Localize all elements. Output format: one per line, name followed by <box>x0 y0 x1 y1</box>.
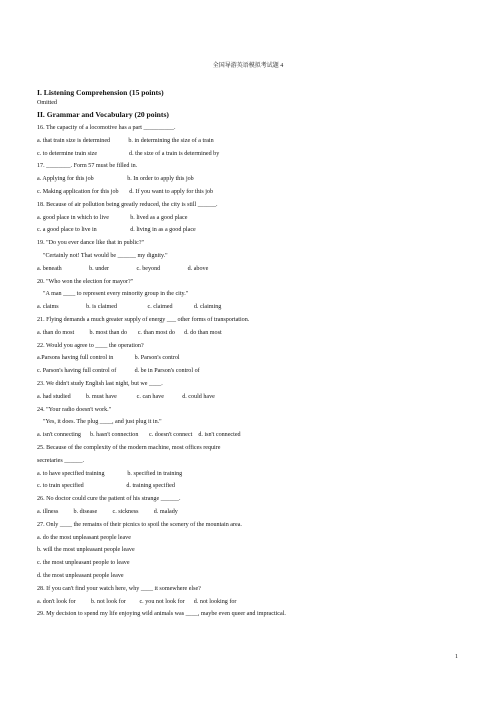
question-line: "Yes, it does. The plug ____, and just plug it in." <box>43 419 162 426</box>
question-line: c. Making application for this job d. If you want to apply for this job <box>37 189 214 195</box>
question-line: c. to train specified d. training specified <box>37 483 175 490</box>
question-line: a. Applying for this job b. In order to apply this job <box>37 176 194 183</box>
question-line: c. to determine train size d. the size of a train is determined by <box>37 150 220 157</box>
question-line: 20. "Who won the election for mayor?" <box>37 278 134 285</box>
question-line: 25. Because of the complexity of the modern machine, most offices require <box>37 445 221 451</box>
question-line: 27. Only ____ the remains of their picnics to spoil the scenery of the mountain area. <box>37 521 242 528</box>
question-line: a. that train size is determined b. in determining the size of a train <box>37 137 214 144</box>
question-line: a. illness b. disease c. sickness d. malady <box>37 509 178 515</box>
question-line: 24. "Your radio doesn't work." <box>37 406 112 413</box>
question-line: 23. We didn't study English last night, but we ____. <box>37 381 163 387</box>
section-1-heading: I. Listening Comprehension (15 points) <box>37 88 164 97</box>
question-line: c. Parson's having full control of d. be in Parson's control of <box>37 368 200 375</box>
question-line: 21. Flying demands a much greater supply of energy ___ other forms of transportation. <box>37 317 250 323</box>
question-line: a. don't look for b. not look for c. you not look for d. not looking for <box>37 598 237 605</box>
question-line: a. than do most b. most than do c. than most do d. do than most <box>37 329 222 336</box>
question-line: "A man ____ to represent every minority group in the city." <box>43 291 189 298</box>
question-line: secretaries ______. <box>37 457 85 464</box>
question-line: a. do the most unpleasant people leave <box>37 534 131 541</box>
question-line: a. beneath b. under c. beyond d. above <box>37 265 209 272</box>
question-line: 17. ________. Form 57 must be filled in. <box>37 163 138 170</box>
question-line: 22. Would you agree to ____ the operation? <box>37 342 144 349</box>
question-line: a.Parsons having full control in b. Parson's control <box>37 355 180 362</box>
question-line: b. will the most unpleasant people leave <box>37 547 135 554</box>
question-line: c. a good place to live in d. living in as a good place <box>37 227 196 234</box>
question-line: a. isn't connecting b. hasn't connection c. doesn't connect d. isn't connected <box>37 432 241 439</box>
section-2-heading: II. Grammar and Vocabulary (20 points) <box>37 110 169 119</box>
question-line: a. claims b. is claimed c. claimed d. claiming <box>37 304 222 311</box>
question-line: a. good place in which to live b. lived as a good place <box>37 214 188 221</box>
question-line: "Certainly not! That would be ______ my dignity." <box>43 253 168 259</box>
page-number: 1 <box>455 654 458 660</box>
question-line: 16. The capacity of a locomotive has a part __________. <box>37 125 176 131</box>
question-line: 29. My decision to spend my life enjoying wild animals was ____, maybe even queer and impractical. <box>37 611 286 618</box>
question-line: 28. If you can't find your watch here, why ____ it somewhere else? <box>37 585 201 592</box>
page-header: 全国导游英语模拟考试题 4 <box>212 63 284 69</box>
question-line: 19. "Do you ever dance like that in public?" <box>37 240 145 247</box>
question-line: a. to have specified training b. specified in training <box>37 470 183 477</box>
question-line: 18. Because of air pollution being greatly reduced, the city is still ______. <box>37 201 218 208</box>
question-line: 26. No doctor could cure the patient of his strange ______. <box>37 496 181 503</box>
section-1-note: Omitted <box>37 100 57 106</box>
question-line: c. the most unpleasant people to leave <box>37 560 130 567</box>
question-line: d. the most unpleasant people leave <box>37 573 124 579</box>
question-line: a. had studied b. must have c. can have d. could have <box>37 393 215 400</box>
